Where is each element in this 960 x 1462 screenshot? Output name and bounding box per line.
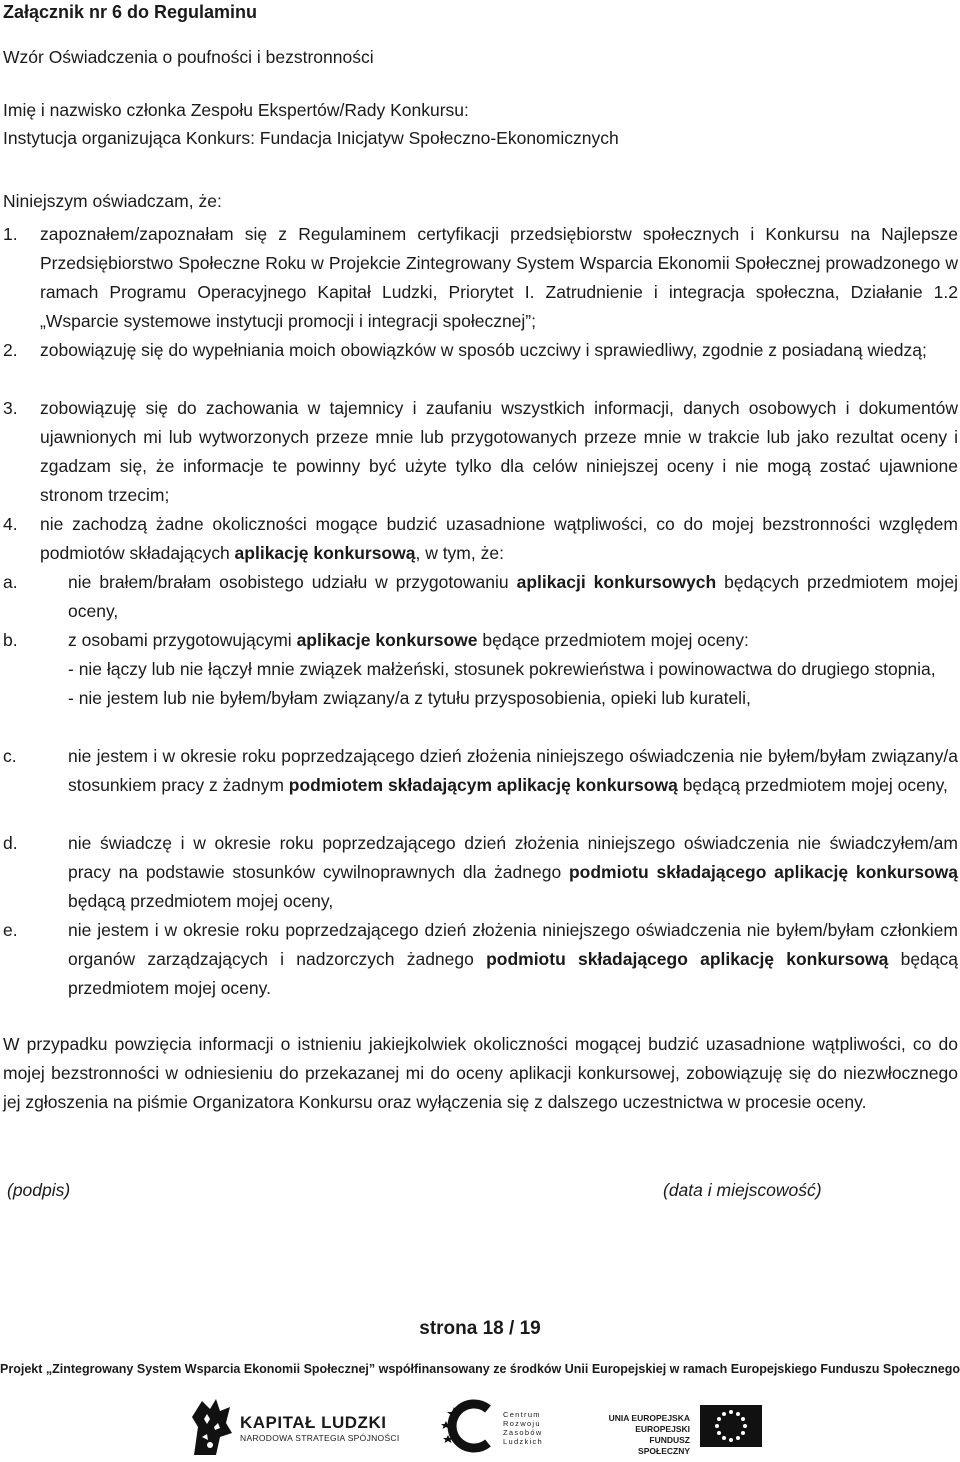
crzl-logo-text: Centrum Rozwoju Zasobów Ludzkich xyxy=(503,1410,544,1446)
kl-title: KAPITAŁ LUDZKI xyxy=(240,1413,387,1432)
crzl-emblem-icon xyxy=(440,1399,500,1458)
bold-term: aplikacje konkursowe xyxy=(296,630,478,650)
date-place-label: (data i miejscowość) xyxy=(663,1180,822,1200)
item-number: 4. xyxy=(3,514,18,534)
footer-logos xyxy=(0,1395,960,1455)
subitem-letter: b. xyxy=(3,630,18,650)
item-text: zobowiązuję się do zachowania w tajemnicy i zaufaniu wszystkich informacji, danych osobowych i dokumentów ujawnionych mi lub wytworzonych przeze mnie lub przygotowanych przeze mnie w trakcie lub jako rezultat oceny i zgadzam się, że informacje te powinny być użyte tylko dla celów niniejszej oceny i nie mogą zostać ujawnione stronom trzecim; xyxy=(40,398,958,505)
bold-term: aplikacji konkursowych xyxy=(516,572,717,592)
kapital-ludzki-logo xyxy=(240,1413,400,1443)
subitem-b-line-1: - nie łączy lub nie łączył mnie związek małżeński, stosunek pokrewieństwa i powinowactwa do drugiego stopnia, xyxy=(68,659,936,679)
item-number: 1. xyxy=(3,224,18,244)
page-number: strona 18 / 19 xyxy=(419,1318,541,1339)
intro-text: Niniejszym oświadczam, że: xyxy=(3,191,222,211)
eu-logo-text: UNIA EUROPEJSKA EUROPEJSKI FUNDUSZ SPOŁECZNY xyxy=(608,1413,690,1456)
item-number: 3. xyxy=(3,398,18,418)
bold-term: aplikację konkursową xyxy=(234,543,416,563)
kapital-ludzki-emblem-icon xyxy=(190,1397,234,1460)
kl-subtitle: NARODOWA STRATEGIA SPÓJNOŚCI xyxy=(240,1433,400,1443)
item-number: 2. xyxy=(3,340,18,360)
item-text: nie zachodzą żadne okoliczności mogące budzić uzasadnione wątpliwości, co do mojej bezstronności względem podmiotów składających aplikację konkursową, w tym, że: xyxy=(40,514,958,563)
subitem-letter: d. xyxy=(3,833,18,853)
institution-label: Instytucja organizująca Konkurs: Fundacja Inicjatyw Społeczno-Ekonomicznych xyxy=(3,128,619,148)
member-name-label: Imię i nazwisko członka Zespołu Ekspertów/Rady Konkursu: xyxy=(3,100,469,120)
closing-paragraph: W przypadku powzięcia informacji o istnieniu jakiejkolwiek okoliczności mogącej budzić uzasadnione wątpliwości, co do mojej bezstronności w odniesieniu do przekazanej mi do oceny aplikacji konkursowej, zobowiązuję się do niezwłocznego jej zgłoszenia na piśmie Organizatora Konkursu oraz wyłączenia się z dalszego uczestnictwa w procesie oceny. xyxy=(3,1034,958,1112)
subitem-text: nie jestem i w okresie roku poprzedzającego dzień złożenia niniejszego oświadczenia nie byłem/byłam związany/a stosunkiem pracy z żadnym podmiotem składającym aplikację konkursową będącą przedmiotem mojej oceny, xyxy=(68,746,958,795)
item-text: zapoznałem/zapoznałam się z Regulaminem certyfikacji przedsiębiorstw społecznych i Konkursu na Najlepsze Przedsiębiorstwo Społeczne Roku w Projekcie Zintegrowany System Wsparcia Ekonomii Społecznej prowadzonego w ramach Programu Operacyjnego Kapitał Ludzki, Priorytet I. Zatrudnienie i integracja społeczna, Działanie 1.2 „Wsparcie systemowe instytucji promocji i integracji społecznej”; xyxy=(40,224,958,331)
item-text: zobowiązuję się do wypełniania moich obowiązków w sposób uczciwy i sprawiedliwy, zgodnie z posiadaną wiedzą; xyxy=(40,340,927,360)
subitem-letter: c. xyxy=(3,746,17,766)
subitem-text: nie brałem/brałam osobistego udziału w przygotowaniu aplikacji konkursowych będących przedmiotem mojej oceny, xyxy=(68,572,958,621)
bold-term: podmiotem składającym aplikację konkursową xyxy=(288,775,678,795)
form-title: Wzór Oświadczenia o poufności i bezstronności xyxy=(3,47,374,67)
annex-title: Załącznik nr 6 do Regulaminu xyxy=(3,2,258,22)
subitem-letter: a. xyxy=(3,572,18,592)
bold-term: podmiotu składającego aplikację konkursową xyxy=(568,862,958,882)
subitem-text: nie jestem i w okresie roku poprzedzającego dzień złożenia niniejszego oświadczenia nie byłem/byłam członkiem organów zarządzających i nadzorczych żadnego podmiotu składającego aplikację konkursową będącą przedmiotem mojej oceny. xyxy=(68,920,958,998)
eu-flag-icon xyxy=(700,1405,762,1452)
bold-term: podmiotu składającego aplikację konkursową xyxy=(486,949,889,969)
subitem-letter: e. xyxy=(3,920,18,940)
subitem-text: z osobami przygotowującymi aplikacje konkursowe będące przedmiotem mojej oceny: - nie łączy lub nie łączył mnie związek małżeński, stosunek pokrewieństwa i powinowactwa do drugiego stopnia, - nie jestem lub nie byłem/byłam związany/a z tytułu przysposobienia, opieki lub kurateli, xyxy=(68,626,958,713)
signature-label: (podpis) xyxy=(7,1180,71,1200)
subitem-b-line-2: - nie jestem lub nie byłem/byłam związany/a z tytułu przysposobienia, opieki lub kurateli, xyxy=(68,688,751,708)
subitem-text: nie świadczę i w okresie roku poprzedzającego dzień złożenia niniejszego oświadczenia nie świadczyłem/am pracy na podstawie stosunków cywilnoprawnych dla żadnego podmiotu składającego aplikację konkursową będącą przedmiotem mojej oceny, xyxy=(68,833,958,911)
project-cofinancing-line: Projekt „Zintegrowany System Wsparcia Ekonomii Społecznej” współfinansowany ze środków Unii Europejskiej w ramach Europejskiego Funduszu Społecznego xyxy=(0,1362,960,1376)
